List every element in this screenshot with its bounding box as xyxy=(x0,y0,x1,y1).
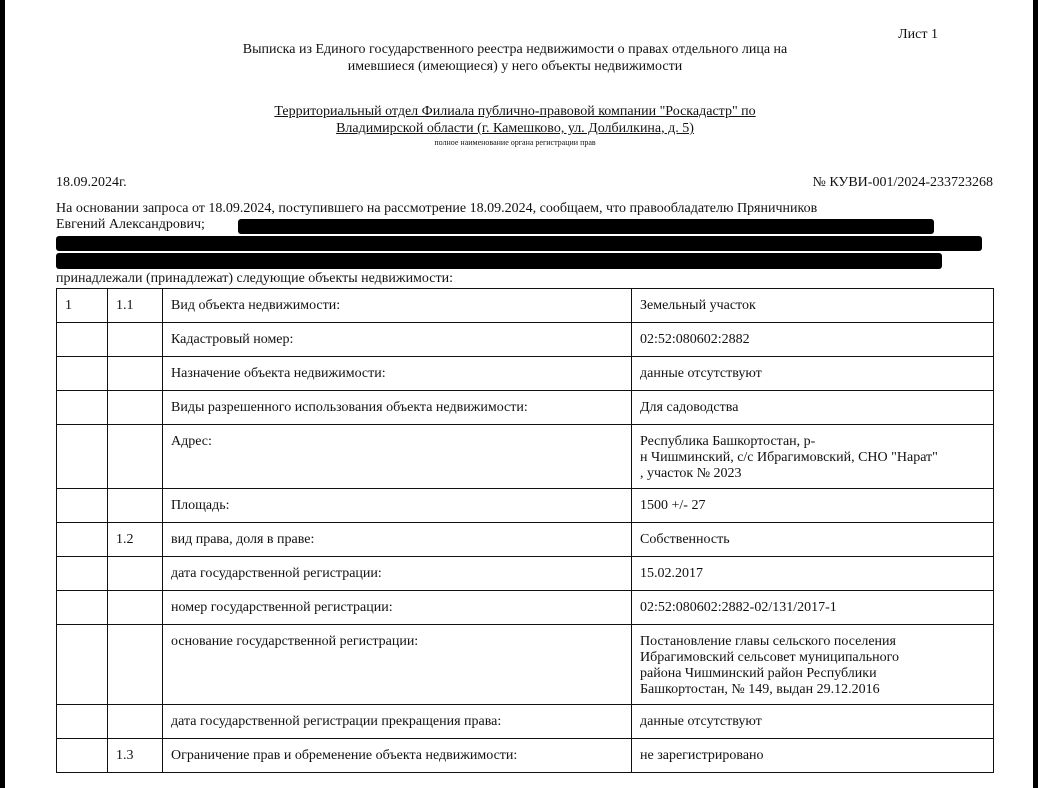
field-label: Назначение объекта недвижимости: xyxy=(163,357,632,391)
row-number xyxy=(57,425,108,489)
document-number: № КУВИ-001/2024-233723268 xyxy=(812,175,993,190)
field-label: Виды разрешенного использования объекта недвижимости: xyxy=(163,391,632,425)
row-subnumber xyxy=(108,489,163,523)
org-line-1: Территориальный отдел Филиала публично-правовой компании "Роскадастр" по xyxy=(274,104,756,119)
table-row xyxy=(57,705,994,739)
title-line-2: имевшиеся (имеющиеся) у него объекты недвижимости xyxy=(347,59,683,74)
field-label: Площадь: xyxy=(163,489,632,523)
org-caption: полное наименование органа регистрации прав xyxy=(434,138,596,147)
field-value: 15.02.2017 xyxy=(632,557,994,591)
redaction-bar xyxy=(238,219,934,234)
table-row xyxy=(57,391,994,425)
field-value: Для садоводства xyxy=(632,391,994,425)
table-row xyxy=(57,323,994,357)
row-number xyxy=(57,489,108,523)
row-subnumber xyxy=(108,625,163,705)
row-subnumber: 1.2 xyxy=(108,523,163,557)
row-number xyxy=(57,323,108,357)
redaction-bar xyxy=(56,236,982,251)
org-line-2: Владимирской области (г. Камешково, ул. Долбилкина, д. 5) xyxy=(336,121,694,136)
objects-intro: принадлежали (принадлежат) следующие объекты недвижимости: xyxy=(56,271,453,286)
sheet-number: Лист 1 xyxy=(898,27,938,42)
field-label: дата государственной регистрации: xyxy=(163,557,632,591)
title-line-1: Выписка из Единого государственного реестра недвижимости о правах отдельного лица на xyxy=(242,42,788,57)
table-row xyxy=(57,289,994,323)
row-subnumber xyxy=(108,705,163,739)
field-value: Собственность xyxy=(632,523,994,557)
field-value: данные отсутствуют xyxy=(632,357,994,391)
field-value: 1500 +/- 27 xyxy=(632,489,994,523)
field-label: дата государственной регистрации прекращения права: xyxy=(163,705,632,739)
table-row xyxy=(57,523,994,557)
field-label: Кадастровый номер: xyxy=(163,323,632,357)
document-page xyxy=(5,0,1033,788)
redaction-bar xyxy=(56,253,942,269)
row-number xyxy=(57,357,108,391)
row-number xyxy=(57,557,108,591)
row-subnumber: 1.3 xyxy=(108,739,163,773)
basis-line-2: Евгений Александрович; xyxy=(56,217,205,232)
field-value: данные отсутствуют xyxy=(632,705,994,739)
row-number xyxy=(57,705,108,739)
field-value: Республика Башкортостан, р- н Чишминский, с/с Ибрагимовский, СНО "Нарат" , участок № 2023 xyxy=(632,425,994,489)
row-subnumber xyxy=(108,425,163,489)
issue-date: 18.09.2024г. xyxy=(56,175,127,190)
table-row xyxy=(57,425,994,489)
row-subnumber xyxy=(108,357,163,391)
table-row xyxy=(57,489,994,523)
table-row xyxy=(57,739,994,773)
field-label: основание государственной регистрации: xyxy=(163,625,632,705)
table-row xyxy=(57,591,994,625)
row-subnumber xyxy=(108,391,163,425)
row-subnumber: 1.1 xyxy=(108,289,163,323)
field-value: Земельный участок xyxy=(632,289,994,323)
row-subnumber xyxy=(108,323,163,357)
row-number xyxy=(57,523,108,557)
field-value: не зарегистрировано xyxy=(632,739,994,773)
document-title xyxy=(135,41,895,75)
row-number xyxy=(57,591,108,625)
row-number xyxy=(57,625,108,705)
field-value: 02:52:080602:2882-02/131/2017-1 xyxy=(632,591,994,625)
row-subnumber xyxy=(108,557,163,591)
field-label: номер государственной регистрации: xyxy=(163,591,632,625)
row-subnumber xyxy=(108,591,163,625)
table-row xyxy=(57,357,994,391)
field-value: 02:52:080602:2882 xyxy=(632,323,994,357)
field-label: Ограничение прав и обременение объекта недвижимости: xyxy=(163,739,632,773)
field-label: Вид объекта недвижимости: xyxy=(163,289,632,323)
table-row xyxy=(57,625,994,705)
table-row xyxy=(57,557,994,591)
field-label: вид права, доля в праве: xyxy=(163,523,632,557)
property-table xyxy=(56,288,994,773)
row-number: 1 xyxy=(57,289,108,323)
field-value: Постановление главы сельского поселения Ибрагимовский сельсовет муниципального района Чишминский район Республики Башкортостан, № 149, выдан 29.12.2016 xyxy=(632,625,994,705)
field-label: Адрес: xyxy=(163,425,632,489)
row-number xyxy=(57,391,108,425)
basis-line-1: На основании запроса от 18.09.2024, поступившего на рассмотрение 18.09.2024, сообщаем, что правообладателю Пряничников xyxy=(56,201,818,216)
row-number xyxy=(57,739,108,773)
registration-authority xyxy=(135,103,895,137)
